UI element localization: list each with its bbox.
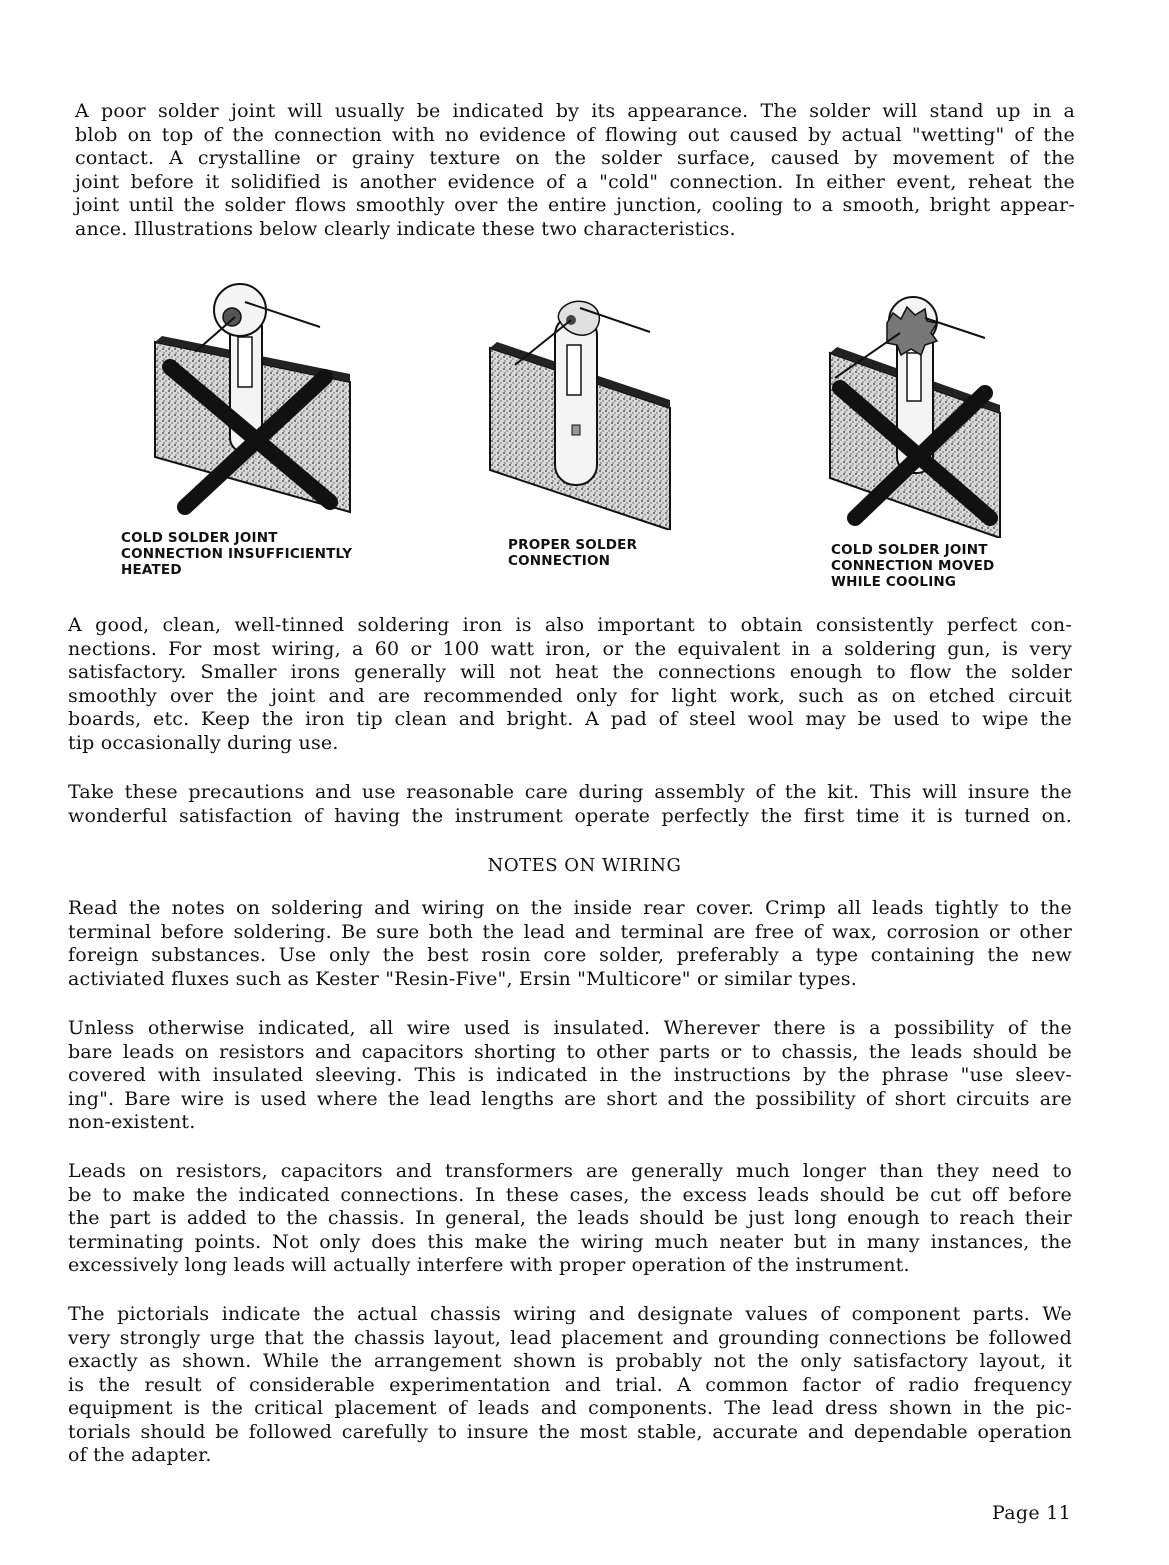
text-line: the part is added to the chassis. In general, the leads should be just long enough to reach their bbox=[68, 1207, 1072, 1229]
caption-line: CONNECTION INSUFFICIENTLY bbox=[121, 546, 353, 562]
paragraph-solder-joint-appearance bbox=[75, 100, 1075, 241]
text-line: equipment is the critical placement of leads and components. The lead dress shown in the pic- bbox=[68, 1397, 1072, 1419]
paragraph-soldering-notes bbox=[68, 897, 1072, 991]
text-line: blob on top of the connection with no evidence of flowing out caused by actual "wetting" of the bbox=[75, 123, 1075, 146]
text-line: terminating points. Not only does this make the wiring much neater but in many instances, the bbox=[68, 1230, 1072, 1253]
text-line: Take these precautions and use reasonable care during assembly of the kit. This will insure the bbox=[68, 781, 1072, 803]
paragraph-pictorials bbox=[68, 1303, 1072, 1468]
text-line: joint until the solder flows smoothly over the entire junction, cooling to a smooth, bright appear- bbox=[75, 194, 1075, 216]
text-line: A poor solder joint will usually be indicated by its appearance. The solder will stand up in a bbox=[75, 100, 1075, 122]
text-line: Leads on resistors, capacitors and transformers are generally much longer than they need to bbox=[68, 1160, 1072, 1182]
text-line: covered with insulated sleeving. This is indicated in the instructions by the phrase "use sleev- bbox=[68, 1064, 1072, 1086]
text-line: ance. Illustrations below clearly indicate these two characteristics. bbox=[75, 217, 736, 240]
text-line: satisfactory. Smaller irons generally will not heat the connections enough to flow the solder bbox=[68, 661, 1072, 683]
caption-line: COLD SOLDER JOINT bbox=[831, 542, 988, 558]
caption-proper-solder-connection bbox=[508, 537, 637, 569]
text-line: A good, clean, well-tinned soldering iron is also important to obtain consistently perfect con- bbox=[68, 614, 1072, 636]
text-line: ing". Bare wire is used where the lead lengths are short and the possibility of short circuits are bbox=[68, 1087, 1072, 1110]
text-line: be to make the indicated connections. In these cases, the excess leads should be cut off before bbox=[68, 1183, 1072, 1206]
text-line: very strongly urge that the chassis layout, lead placement and grounding connections be followed bbox=[68, 1326, 1072, 1349]
illustration-proper-solder-connection bbox=[485, 290, 675, 530]
caption-line: WHILE COOLING bbox=[831, 574, 957, 590]
text-line: torials should be followed carefully to insure the most stable, accurate and dependable operation bbox=[68, 1420, 1072, 1443]
page-number: Page 11 bbox=[992, 1502, 1071, 1524]
text-line: foreign substances. Use only the best rosin core solder, preferably a type containing the new bbox=[68, 944, 1072, 966]
text-line: bare leads on resistors and capacitors shorting to other parts or to chassis, the leads should be bbox=[68, 1040, 1072, 1063]
text-line: activiated fluxes such as Kester "Resin-Five", Ersin "Multicore" or similar types. bbox=[68, 967, 857, 990]
text-line: exactly as shown. While the arrangement shown is probably not the only satisfactory layout, it bbox=[68, 1350, 1072, 1372]
text-line: Read the notes on soldering and wiring on the inside rear cover. Crimp all leads tightly to the bbox=[68, 897, 1072, 919]
text-line: The pictorials indicate the actual chassis wiring and designate values of component parts. We bbox=[68, 1303, 1072, 1325]
text-line: terminal before soldering. Be sure both the lead and terminal are free of wax, corrosion or other bbox=[68, 920, 1072, 943]
text-line: is the result of considerable experimentation and trial. A common factor of radio frequency bbox=[68, 1373, 1072, 1396]
text-line: boards, etc. Keep the iron tip clean and bright. A pad of steel wool may be used to wipe the bbox=[68, 708, 1072, 730]
illustration-cold-joint-insufficiently-heated bbox=[150, 282, 355, 522]
text-line: nections. For most wiring, a 60 or 100 watt iron, or the equivalent in a soldering gun, is very bbox=[68, 637, 1072, 660]
paragraph-soldering-iron bbox=[68, 614, 1072, 755]
caption-line: HEATED bbox=[121, 562, 182, 578]
text-line: smoothly over the joint and are recommended only for light work, such as on etched circuit bbox=[68, 684, 1072, 707]
text-line: non-existent. bbox=[68, 1111, 196, 1133]
caption-line: COLD SOLDER JOINT bbox=[121, 530, 278, 546]
caption-line: CONNECTION MOVED bbox=[831, 558, 995, 574]
section-heading: NOTES ON WIRING bbox=[487, 855, 682, 876]
text-line: wonderful satisfaction of having the instrument operate perfectly the first time it is turned on. bbox=[68, 804, 1072, 827]
paragraph-lead-length bbox=[68, 1160, 1072, 1278]
caption-line: PROPER SOLDER bbox=[508, 537, 638, 553]
paragraph-precautions bbox=[68, 781, 1072, 828]
paragraph-insulated-wire bbox=[68, 1017, 1072, 1135]
text-line: tip occasionally during use. bbox=[68, 731, 339, 754]
caption-cold-joint-moved-while-cooling bbox=[831, 542, 994, 590]
caption-cold-joint-insufficiently-heated bbox=[121, 530, 352, 578]
text-line: excessively long leads will actually interfere with proper operation of the instrument. bbox=[68, 1254, 910, 1276]
text-line: contact. A crystalline or grainy texture on the solder surface, caused by movement of the bbox=[75, 147, 1075, 169]
text-line: of the adapter. bbox=[68, 1444, 212, 1466]
illustration-cold-joint-moved-while-cooling bbox=[825, 293, 1005, 538]
text-line: joint before it solidified is another evidence of a "cold" connection. In either event, reheat the bbox=[75, 170, 1075, 193]
text-line: Unless otherwise indicated, all wire used is insulated. Wherever there is a possibility of the bbox=[68, 1017, 1072, 1039]
caption-line: CONNECTION bbox=[508, 553, 611, 569]
